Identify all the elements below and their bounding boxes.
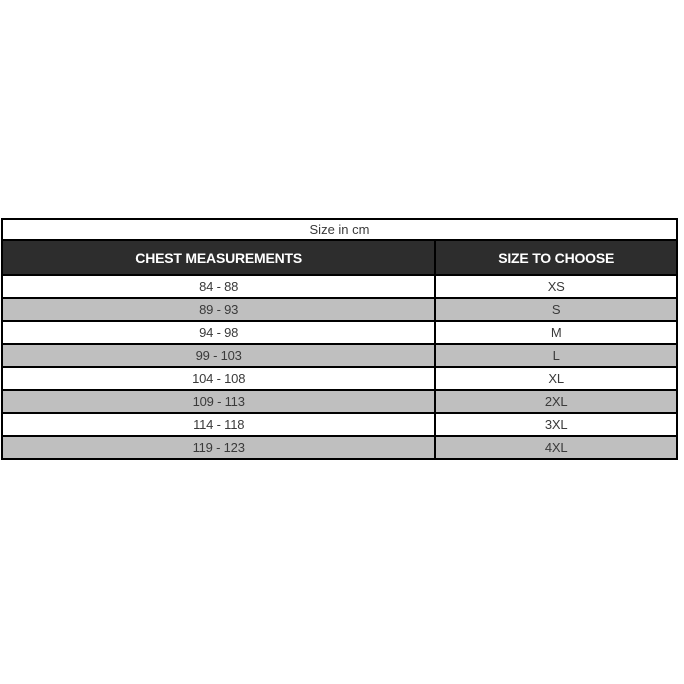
column-header-chest-measurements: CHEST MEASUREMENTS xyxy=(2,240,435,275)
table-row xyxy=(2,344,677,367)
size-chart-table xyxy=(1,218,678,460)
table-row xyxy=(2,298,677,321)
chest-cell: 89 - 93 xyxy=(2,298,435,321)
size-cell: L xyxy=(435,344,677,367)
size-cell: 4XL xyxy=(435,436,677,459)
column-header-size-to-choose: SIZE TO CHOOSE xyxy=(435,240,677,275)
chest-cell: 114 - 118 xyxy=(2,413,435,436)
table-row xyxy=(2,436,677,459)
chest-cell: 104 - 108 xyxy=(2,367,435,390)
size-cell: XL xyxy=(435,367,677,390)
size-cell: XS xyxy=(435,275,677,298)
caption-row xyxy=(2,219,677,240)
table-row xyxy=(2,275,677,298)
chest-cell: 94 - 98 xyxy=(2,321,435,344)
table-row xyxy=(2,390,677,413)
table-caption: Size in cm xyxy=(2,219,677,240)
chest-cell: 99 - 103 xyxy=(2,344,435,367)
table-row xyxy=(2,413,677,436)
size-cell: M xyxy=(435,321,677,344)
table-row xyxy=(2,367,677,390)
header-row xyxy=(2,240,677,275)
chest-cell: 119 - 123 xyxy=(2,436,435,459)
table-row xyxy=(2,321,677,344)
size-cell: 3XL xyxy=(435,413,677,436)
chest-cell: 84 - 88 xyxy=(2,275,435,298)
size-cell: S xyxy=(435,298,677,321)
size-cell: 2XL xyxy=(435,390,677,413)
chest-cell: 109 - 113 xyxy=(2,390,435,413)
